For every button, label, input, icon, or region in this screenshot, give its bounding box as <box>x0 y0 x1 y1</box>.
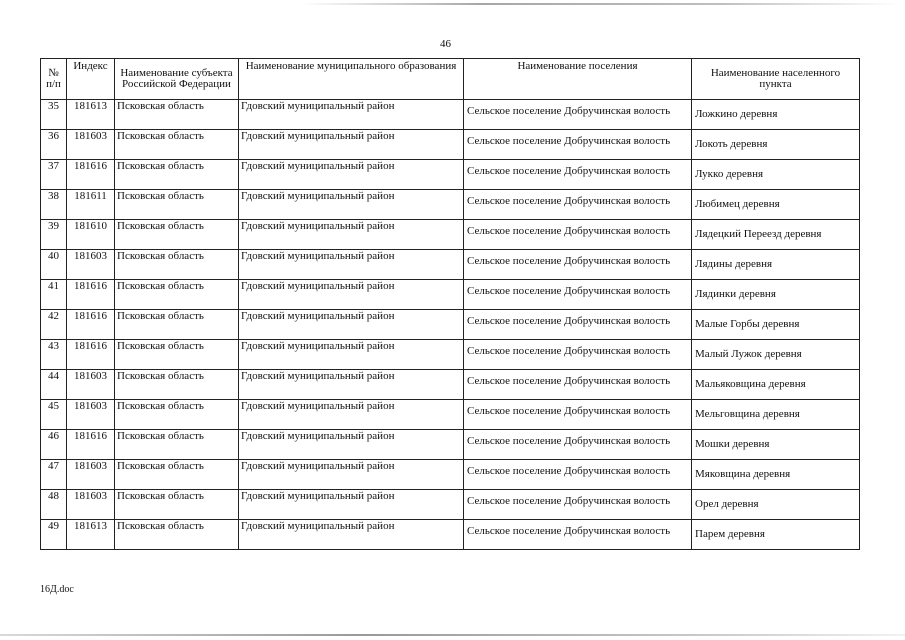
header-num: № п/п <box>41 59 67 100</box>
cell-subject: Псковская область <box>115 400 239 430</box>
cell-locality: Лядинки деревня <box>692 280 860 310</box>
cell-municipality: Гдовский муниципальный район <box>239 130 464 160</box>
cell-settlement: Сельское поселение Добручинская волость <box>464 370 692 400</box>
cell-municipality: Гдовский муниципальный район <box>239 160 464 190</box>
cell-index: 181610 <box>67 220 115 250</box>
cell-municipality: Гдовский муниципальный район <box>239 490 464 520</box>
scan-edge-bottom <box>0 634 905 636</box>
cell-settlement: Сельское поселение Добручинская волость <box>464 130 692 160</box>
table-row <box>41 280 860 310</box>
header-subject: Наименование субъекта Российской Федерации <box>115 59 239 100</box>
cell-index: 181603 <box>67 370 115 400</box>
cell-index: 181603 <box>67 490 115 520</box>
cell-index: 181616 <box>67 280 115 310</box>
cell-municipality: Гдовский муниципальный район <box>239 220 464 250</box>
cell-settlement: Сельское поселение Добручинская волость <box>464 190 692 220</box>
cell-subject: Псковская область <box>115 130 239 160</box>
cell-settlement: Сельское поселение Добручинская волость <box>464 250 692 280</box>
cell-municipality: Гдовский муниципальный район <box>239 250 464 280</box>
cell-settlement: Сельское поселение Добручинская волость <box>464 400 692 430</box>
cell-subject: Псковская область <box>115 370 239 400</box>
table-row <box>41 460 860 490</box>
cell-locality: Ложкино деревня <box>692 100 860 130</box>
cell-subject: Псковская область <box>115 250 239 280</box>
cell-index: 181616 <box>67 160 115 190</box>
cell-subject: Псковская область <box>115 520 239 550</box>
cell-settlement: Сельское поселение Добручинская волость <box>464 340 692 370</box>
table-row <box>41 190 860 220</box>
header-index: Индекс <box>67 59 115 100</box>
cell-municipality: Гдовский муниципальный район <box>239 430 464 460</box>
cell-locality: Лядецкий Переезд деревня <box>692 220 860 250</box>
cell-num: 45 <box>41 400 67 430</box>
cell-municipality: Гдовский муниципальный район <box>239 340 464 370</box>
cell-num: 44 <box>41 370 67 400</box>
settlements-table <box>40 58 860 550</box>
table-row <box>41 400 860 430</box>
footer-filename: 16Д.doc <box>40 584 74 595</box>
cell-municipality: Гдовский муниципальный район <box>239 280 464 310</box>
table-row <box>41 370 860 400</box>
cell-municipality: Гдовский муниципальный район <box>239 310 464 340</box>
cell-locality: Малый Лужок деревня <box>692 340 860 370</box>
cell-locality: Любимец деревня <box>692 190 860 220</box>
cell-num: 39 <box>41 220 67 250</box>
cell-settlement: Сельское поселение Добручинская волость <box>464 460 692 490</box>
cell-num: 41 <box>41 280 67 310</box>
table-row <box>41 130 860 160</box>
cell-subject: Псковская область <box>115 430 239 460</box>
table-row <box>41 430 860 460</box>
cell-subject: Псковская область <box>115 310 239 340</box>
cell-settlement: Сельское поселение Добручинская волость <box>464 280 692 310</box>
cell-municipality: Гдовский муниципальный район <box>239 460 464 490</box>
cell-settlement: Сельское поселение Добручинская волость <box>464 310 692 340</box>
cell-municipality: Гдовский муниципальный район <box>239 370 464 400</box>
cell-municipality: Гдовский муниципальный район <box>239 520 464 550</box>
table-row <box>41 310 860 340</box>
cell-settlement: Сельское поселение Добручинская волость <box>464 100 692 130</box>
cell-locality: Лукко деревня <box>692 160 860 190</box>
cell-index: 181603 <box>67 250 115 280</box>
table-row <box>41 490 860 520</box>
cell-locality: Мельговщина деревня <box>692 400 860 430</box>
cell-locality: Мальяковщина деревня <box>692 370 860 400</box>
cell-num: 37 <box>41 160 67 190</box>
cell-subject: Псковская область <box>115 190 239 220</box>
cell-locality: Лядины деревня <box>692 250 860 280</box>
table-header-row <box>41 59 860 100</box>
cell-num: 47 <box>41 460 67 490</box>
table-row <box>41 520 860 550</box>
cell-num: 49 <box>41 520 67 550</box>
scan-edge-top <box>300 3 900 5</box>
cell-municipality: Гдовский муниципальный район <box>239 400 464 430</box>
cell-subject: Псковская область <box>115 280 239 310</box>
page-number: 46 <box>440 38 451 50</box>
header-locality: Наименование населенного пункта <box>692 59 860 100</box>
cell-num: 40 <box>41 250 67 280</box>
cell-subject: Псковская область <box>115 340 239 370</box>
table-row <box>41 220 860 250</box>
cell-settlement: Сельское поселение Добручинская волость <box>464 520 692 550</box>
cell-index: 181603 <box>67 130 115 160</box>
header-municipality: Наименование муниципального образования <box>239 59 464 100</box>
cell-subject: Псковская область <box>115 460 239 490</box>
cell-subject: Псковская область <box>115 490 239 520</box>
cell-settlement: Сельское поселение Добручинская волость <box>464 160 692 190</box>
header-settlement: Наименование поселения <box>464 59 692 100</box>
cell-locality: Орел деревня <box>692 490 860 520</box>
cell-settlement: Сельское поселение Добручинская волость <box>464 430 692 460</box>
cell-locality: Парем деревня <box>692 520 860 550</box>
cell-num: 42 <box>41 310 67 340</box>
cell-index: 181616 <box>67 340 115 370</box>
cell-locality: Мошки деревня <box>692 430 860 460</box>
cell-num: 43 <box>41 340 67 370</box>
cell-locality: Локоть деревня <box>692 130 860 160</box>
cell-num: 46 <box>41 430 67 460</box>
cell-num: 36 <box>41 130 67 160</box>
cell-locality: Мяковщина деревня <box>692 460 860 490</box>
table-row <box>41 250 860 280</box>
cell-settlement: Сельское поселение Добручинская волость <box>464 220 692 250</box>
table-row <box>41 100 860 130</box>
table-row <box>41 160 860 190</box>
table-row <box>41 340 860 370</box>
cell-num: 38 <box>41 190 67 220</box>
cell-index: 181616 <box>67 310 115 340</box>
cell-index: 181613 <box>67 100 115 130</box>
cell-index: 181616 <box>67 430 115 460</box>
cell-num: 48 <box>41 490 67 520</box>
cell-subject: Псковская область <box>115 160 239 190</box>
cell-municipality: Гдовский муниципальный район <box>239 100 464 130</box>
table-body <box>41 100 860 550</box>
cell-index: 181603 <box>67 400 115 430</box>
cell-subject: Псковская область <box>115 220 239 250</box>
cell-index: 181603 <box>67 460 115 490</box>
cell-subject: Псковская область <box>115 100 239 130</box>
cell-locality: Малые Горбы деревня <box>692 310 860 340</box>
cell-settlement: Сельское поселение Добручинская волость <box>464 490 692 520</box>
cell-municipality: Гдовский муниципальный район <box>239 190 464 220</box>
cell-index: 181613 <box>67 520 115 550</box>
cell-num: 35 <box>41 100 67 130</box>
cell-index: 181611 <box>67 190 115 220</box>
